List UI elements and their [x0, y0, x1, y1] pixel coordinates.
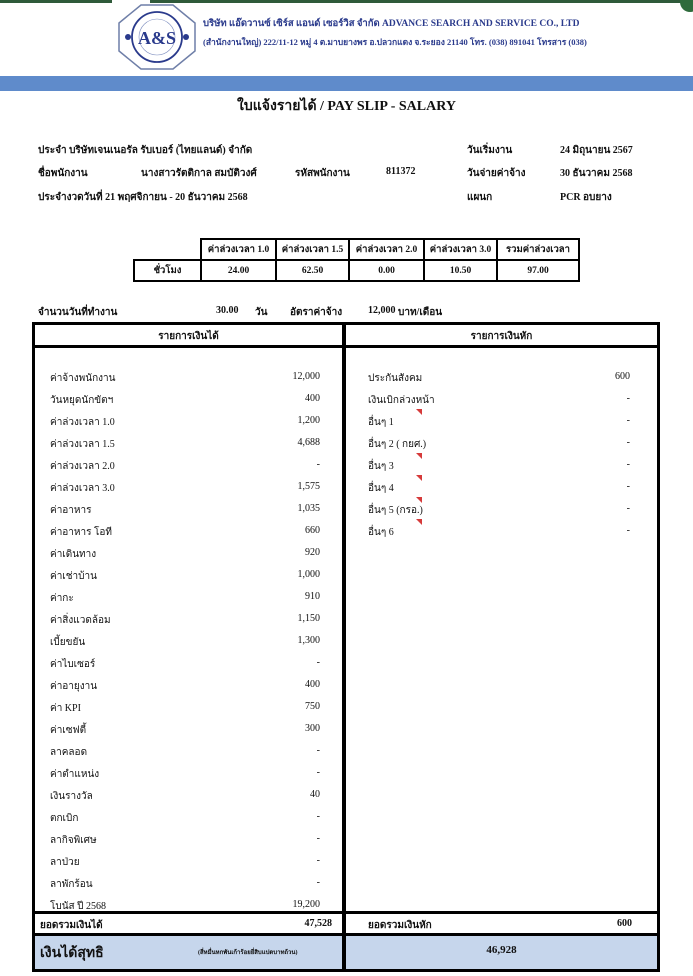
- overtime-header: รวมค่าล่วงเวลา: [497, 239, 579, 260]
- earnings-item-label: ค่าไบเซอร์: [50, 659, 96, 670]
- totals-divider: [32, 911, 660, 914]
- deductions-item-label: อื่นๆ 3: [368, 461, 394, 472]
- comment-marker-icon[interactable]: [416, 409, 422, 415]
- earnings-item-value: 1,035: [297, 503, 320, 514]
- earnings-item-value: 1,000: [297, 569, 320, 580]
- start-date-label: วันเริ่มงาน: [467, 145, 513, 156]
- earnings-item-label: ค่า KPI: [50, 703, 81, 714]
- deductions-item-label: อื่นๆ 6: [368, 527, 394, 538]
- company-name: บริษัท แอ๊ดวานซ์ เซิร์ส แอนด์ เซอร์วิส จำกัด ADVANCE SEARCH AND SERVICE CO., LTD: [203, 19, 580, 29]
- overtime-corner: [134, 239, 201, 260]
- deductions-item-value: -: [626, 525, 630, 536]
- earnings-item-label: เงินรางวัล: [50, 791, 93, 802]
- wage-rate-unit: บาท/เดือน: [398, 307, 443, 318]
- earnings-item-value: -: [316, 767, 320, 778]
- earnings-item-label: ค่าล่วงเวลา 2.0: [50, 461, 115, 472]
- comment-marker-icon[interactable]: [416, 497, 422, 503]
- earnings-header: รายการเงินได้: [158, 331, 219, 342]
- earnings-item-label: ค่าตำแหน่ง: [50, 769, 100, 780]
- overtime-value: 62.50: [276, 260, 349, 281]
- earnings-item-value: 1,200: [297, 415, 320, 426]
- top-border-left: [0, 0, 112, 3]
- work-days-label: จำนวนวันที่ทำงาน: [38, 307, 118, 318]
- overtime-hours-row: [134, 260, 579, 281]
- department-label: แผนก: [467, 192, 493, 203]
- earnings-item-label: ลากิจพิเศษ: [50, 835, 97, 846]
- earnings-item-label: ค่าเซฟตี้: [50, 725, 87, 736]
- comment-marker-icon[interactable]: [416, 519, 422, 525]
- work-days-unit: วัน: [255, 307, 268, 318]
- net-pay-value: 46,928: [486, 944, 517, 956]
- comment-marker-icon[interactable]: [416, 475, 422, 481]
- deductions-item-value: 600: [615, 371, 630, 382]
- overtime-row-label: ชั่วโมง: [134, 260, 201, 281]
- earnings-item-value: -: [316, 657, 320, 668]
- earnings-item-value: 1,575: [297, 481, 320, 492]
- earnings-item-label: ค่าเช่าบ้าน: [50, 571, 97, 582]
- deductions-item-label: อื่นๆ 5 (กรอ.): [368, 505, 423, 516]
- pay-date: 30 ธันวาคม 2568: [560, 168, 633, 179]
- deductions-item-value: -: [626, 459, 630, 470]
- overtime-header: ค่าล่วงเวลา 1.5: [276, 239, 349, 260]
- header-band: [0, 76, 693, 91]
- deductions-item-value: -: [626, 503, 630, 514]
- employee-id-label: รหัสพนักงาน: [295, 168, 350, 179]
- earnings-item-value: 12,000: [292, 371, 320, 382]
- pay-date-label: วันจ่ายค่าจ้าง: [467, 168, 526, 179]
- wage-rate-value: 12,000: [368, 305, 396, 316]
- employee-id: 811372: [386, 166, 416, 177]
- department: PCR อบยาง: [560, 192, 612, 203]
- deductions-item-label: อื่นๆ 4: [368, 483, 394, 494]
- earnings-item-label: ค่ากะ: [50, 593, 74, 604]
- overtime-value: 24.00: [201, 260, 276, 281]
- earnings-item-label: ค่าล่วงเวลา 1.0: [50, 417, 115, 428]
- earnings-item-value: 40: [310, 789, 320, 800]
- overtime-header: ค่าล่วงเวลา 3.0: [424, 239, 497, 260]
- start-date: 24 มิถุนายน 2567: [560, 145, 633, 156]
- company-address: (สำนักงานใหญ่) 222/11-12 หมู่ 4 ต.มาบยางพร อ.ปลวกแดง จ.ระยอง 21140 โทร. (038) 891041 โทรสาร (038): [203, 37, 587, 47]
- earnings-item-value: 910: [305, 591, 320, 602]
- corner-decoration: [680, 0, 693, 12]
- net-pay-label: เงินได้สุทธิ: [40, 946, 104, 961]
- deductions-total-value: 600: [617, 918, 632, 929]
- net-divider: [32, 933, 660, 936]
- earnings-item-label: ลาพักร้อน: [50, 879, 93, 890]
- deductions-item-value: -: [626, 437, 630, 448]
- deductions-item-value: -: [626, 393, 630, 404]
- employee-name: นางสาวรัตติกาล สมบัติวงศ์: [141, 168, 257, 179]
- earnings-item-label: ค่าล่วงเวลา 1.5: [50, 439, 115, 450]
- column-divider: [342, 322, 346, 972]
- earnings-item-value: -: [316, 811, 320, 822]
- work-days-value: 30.00: [216, 305, 239, 316]
- pay-period: ประจำงวดวันที่ 21 พฤศจิกายน - 20 ธันวาคม 2568: [38, 192, 248, 203]
- earnings-item-label: ค่าเดินทาง: [50, 549, 97, 560]
- earnings-item-label: ค่าสิ่งแวดล้อม: [50, 615, 111, 626]
- deductions-item-value: -: [626, 415, 630, 426]
- earnings-total-label: ยอดรวมเงินได้: [40, 920, 103, 931]
- comment-marker-icon[interactable]: [416, 453, 422, 459]
- earnings-item-value: 400: [305, 393, 320, 404]
- earnings-item-value: 660: [305, 525, 320, 536]
- earnings-total-value: 47,528: [304, 918, 332, 929]
- overtime-table: [133, 238, 580, 282]
- earnings-item-label: ค่าอาหาร โอที: [50, 527, 112, 538]
- logo-text: A&S: [137, 28, 177, 48]
- earnings-item-label: ค่าจ้างพนักงาน: [50, 373, 116, 384]
- earnings-item-value: -: [316, 877, 320, 888]
- earnings-item-value: 920: [305, 547, 320, 558]
- wage-rate-label: อัตราค่าจ้าง: [290, 307, 343, 318]
- top-border-right: [150, 0, 682, 3]
- employee-name-label: ชื่อพนักงาน: [38, 168, 88, 179]
- overtime-header: ค่าล่วงเวลา 1.0: [201, 239, 276, 260]
- deductions-item-label: เงินเบิกล่วงหน้า: [368, 395, 435, 406]
- company-label: ประจำ บริษัทเจนเนอรัล รับเบอร์ (ไทยแลนด์) จำกัด: [38, 145, 253, 156]
- earnings-item-value: 4,688: [297, 437, 320, 448]
- earnings-item-value: -: [316, 833, 320, 844]
- overtime-value: 0.00: [349, 260, 424, 281]
- earnings-item-label: ค่าอายุงาน: [50, 681, 98, 692]
- earnings-item-value: -: [316, 459, 320, 470]
- earnings-item-value: 400: [305, 679, 320, 690]
- earnings-item-value: 300: [305, 723, 320, 734]
- earnings-item-label: เบี้ยขยัน: [50, 637, 86, 648]
- deductions-item-label: ประกันสังคม: [368, 373, 423, 384]
- deductions-item-label: อื่นๆ 2 ( กยศ.): [368, 439, 427, 450]
- net-pay-in-words: (สี่หมื่นหกพันเก้าร้อยยี่สิบแปดบาทถ้วน): [198, 950, 298, 956]
- earnings-item-value: 750: [305, 701, 320, 712]
- deductions-total-label: ยอดรวมเงินหัก: [368, 920, 432, 931]
- deductions-header: รายการเงินหัก: [470, 331, 533, 342]
- earnings-item-label: วันหยุดนักขัตฯ: [50, 395, 114, 406]
- overtime-header-row: [134, 239, 579, 260]
- earnings-item-label: ลาป่วย: [50, 857, 80, 868]
- company-logo: [117, 3, 197, 71]
- overtime-value: 10.50: [424, 260, 497, 281]
- earnings-item-label: ค่าอาหาร: [50, 505, 92, 516]
- earnings-item-value: 1,300: [297, 635, 320, 646]
- overtime-value: 97.00: [497, 260, 579, 281]
- earnings-item-value: -: [316, 855, 320, 866]
- page-title: ใบแจ้งรายได้ / PAY SLIP - SALARY: [237, 99, 456, 114]
- deductions-item-label: อื่นๆ 1: [368, 417, 394, 428]
- earnings-item-label: ค่าล่วงเวลา 3.0: [50, 483, 115, 494]
- earnings-item-value: -: [316, 745, 320, 756]
- earnings-item-value: 1,150: [297, 613, 320, 624]
- payslip-table: [32, 322, 660, 972]
- earnings-item-label: ลาคลอด: [50, 747, 88, 758]
- deductions-item-value: -: [626, 481, 630, 492]
- earnings-item-label: โบนัส ปี 2568: [50, 901, 107, 912]
- earnings-item-label: ตกเบิก: [50, 813, 79, 824]
- overtime-header: ค่าล่วงเวลา 2.0: [349, 239, 424, 260]
- earnings-item-value: 19,200: [292, 899, 320, 910]
- header-divider: [32, 345, 660, 348]
